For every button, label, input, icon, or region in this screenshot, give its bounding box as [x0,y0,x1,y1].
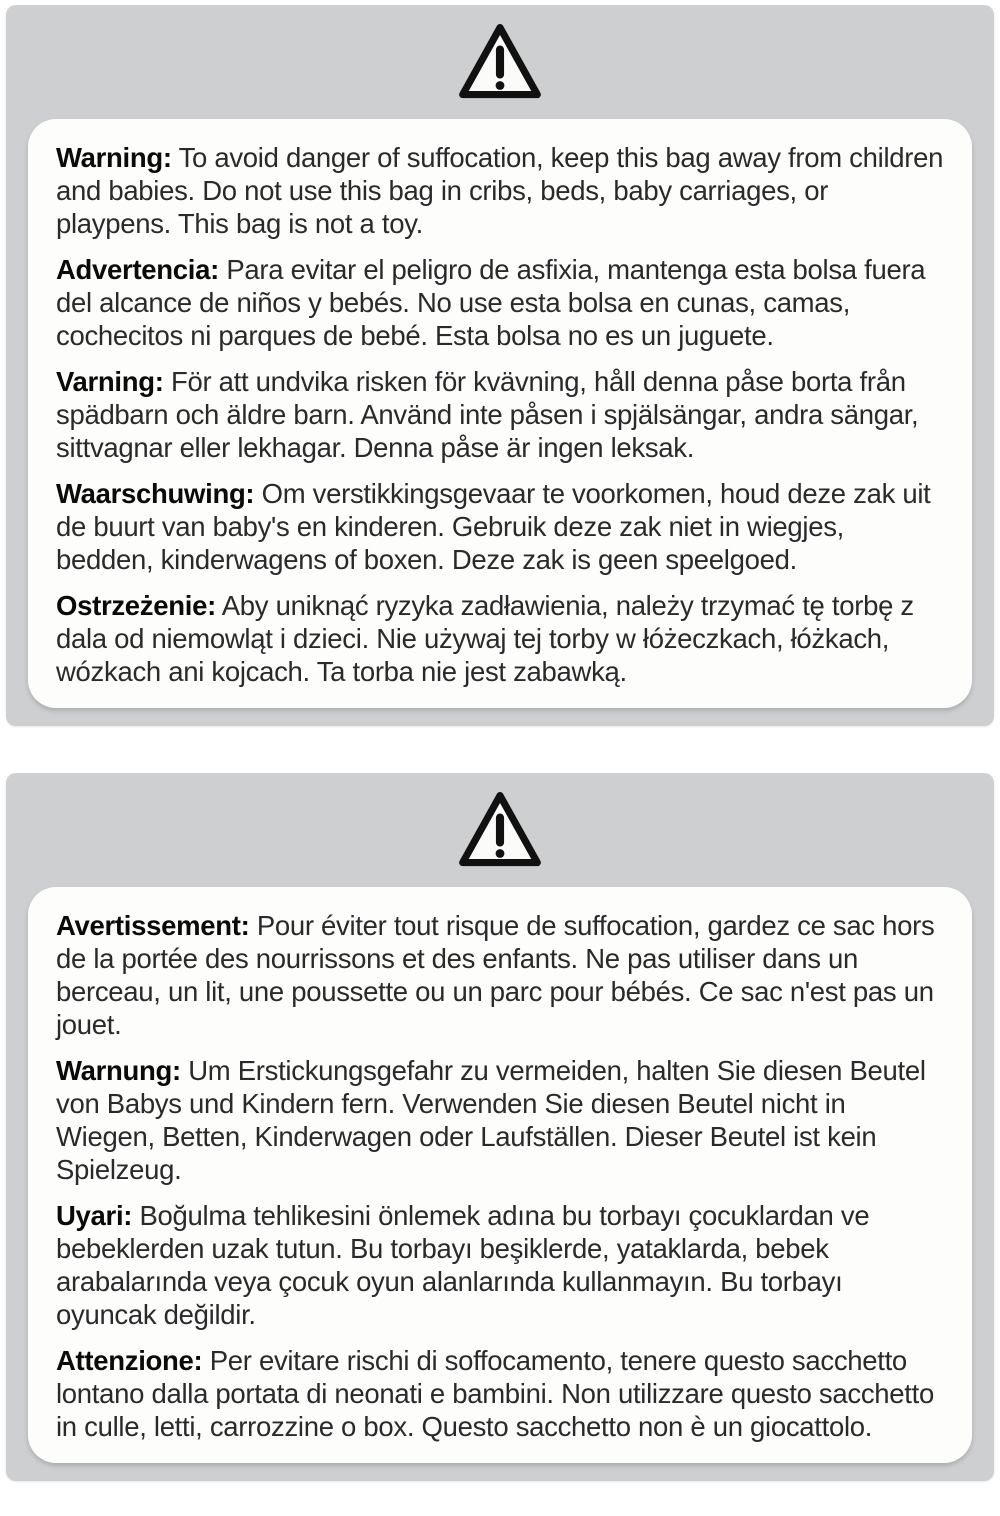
warning-label-english: Warning: [56,142,172,173]
warning-section-polish [56,589,944,688]
warning-label-dutch: Waarschuwing: [56,478,255,509]
warning-icon-row [6,781,994,887]
warning-section-french [56,909,944,1041]
warning-label-french: Avertissement: [56,910,250,941]
warning-section-italian [56,1344,944,1443]
warning-label-italian: Attenzione: [56,1345,203,1376]
warning-icon-row [6,13,994,119]
warning-text-italian: Per evitare rischi di soffocamento, tenere questo sacchetto lontano dalla portata di neonati e bambini. Non utilizzare questo sacchetto in culle, letti, carrozzine o box. Questo sacchetto non è un giocattolo. [56,1345,934,1442]
warning-label-turkish: Uyari: [56,1200,133,1231]
warning-panel-1 [6,5,994,726]
warning-triangle-icon [452,19,548,107]
warning-text-german: Um Erstickungsgefahr zu vermeiden, halten Sie diesen Beutel von Babys und Kindern fern. Verwenden Sie diesen Beutel nicht in Wiegen, Betten, Kinderwagen oder Laufställen. Dieser Beutel ist kein Spielzeug. [56,1055,926,1185]
warning-section-german [56,1054,944,1186]
warning-text-polish: Aby uniknąć ryzyka zadławienia, należy trzymać tę torbę z dala od niemowląt i dzieci. Nie używaj tej torby w łóżeczkach, łóżkach, wózkach ani kojcach. Ta torba nie jest zabawką. [56,590,914,687]
warning-text-french: Pour éviter tout risque de suffocation, gardez ce sac hors de la portée des nourrissons et des enfants. Ne pas utiliser dans un berceau, un lit, une poussette ou un parc pour bébés. Ce sac n'est pas un jouet. [56,910,935,1040]
warning-triangle-icon [452,787,548,875]
warning-section-swedish [56,365,944,464]
warning-label-polish: Ostrzeżenie: [56,590,216,621]
warning-section-english [56,141,944,240]
warning-label-german: Warnung: [56,1055,181,1086]
warning-section-spanish [56,253,944,352]
warning-card-2 [28,887,972,1463]
warning-label-swedish: Varning: [56,366,164,397]
warning-text-dutch: Om verstikkingsgevaar te voorkomen, houd deze zak uit de buurt van baby's en kinderen. Gebruik deze zak niet in wiegjes, bedden, kinderwagens of boxen. Deze zak is geen speelgoed. [56,478,931,575]
warning-section-dutch [56,477,944,576]
warning-section-turkish [56,1199,944,1331]
warning-text-english: To avoid danger of suffocation, keep this bag away from children and babies. Do not use this bag in cribs, beds, baby carriages, or playpens. This bag is not a toy. [56,142,944,239]
warning-text-turkish: Boğulma tehlikesini önlemek adına bu torbayı çocuklardan ve bebeklerden uzak tutun. Bu torbayı beşiklerde, yataklarda, bebek arabalarında veya çocuk oyun alanlarında kullanmayın. Bu torbayı oyuncak değildir. [56,1200,870,1330]
warning-text-spanish: Para evitar el peligro de asfixia, mantenga esta bolsa fuera del alcance de niños y bebés. No use esta bolsa en cunas, camas, cochecitos ni parques de bebé. Esta bolsa no es un juguete. [56,254,926,351]
warning-label-spanish: Advertencia: [56,254,219,285]
warning-text-swedish: För att undvika risken för kvävning, håll denna påse borta från spädbarn och äldre barn. Använd inte påsen i spjälsängar, andra sängar, sittvagnar eller lekhagar. Denna påse är ingen leksak. [56,366,919,463]
warning-card-1 [28,119,972,708]
warning-panel-2 [6,773,994,1481]
